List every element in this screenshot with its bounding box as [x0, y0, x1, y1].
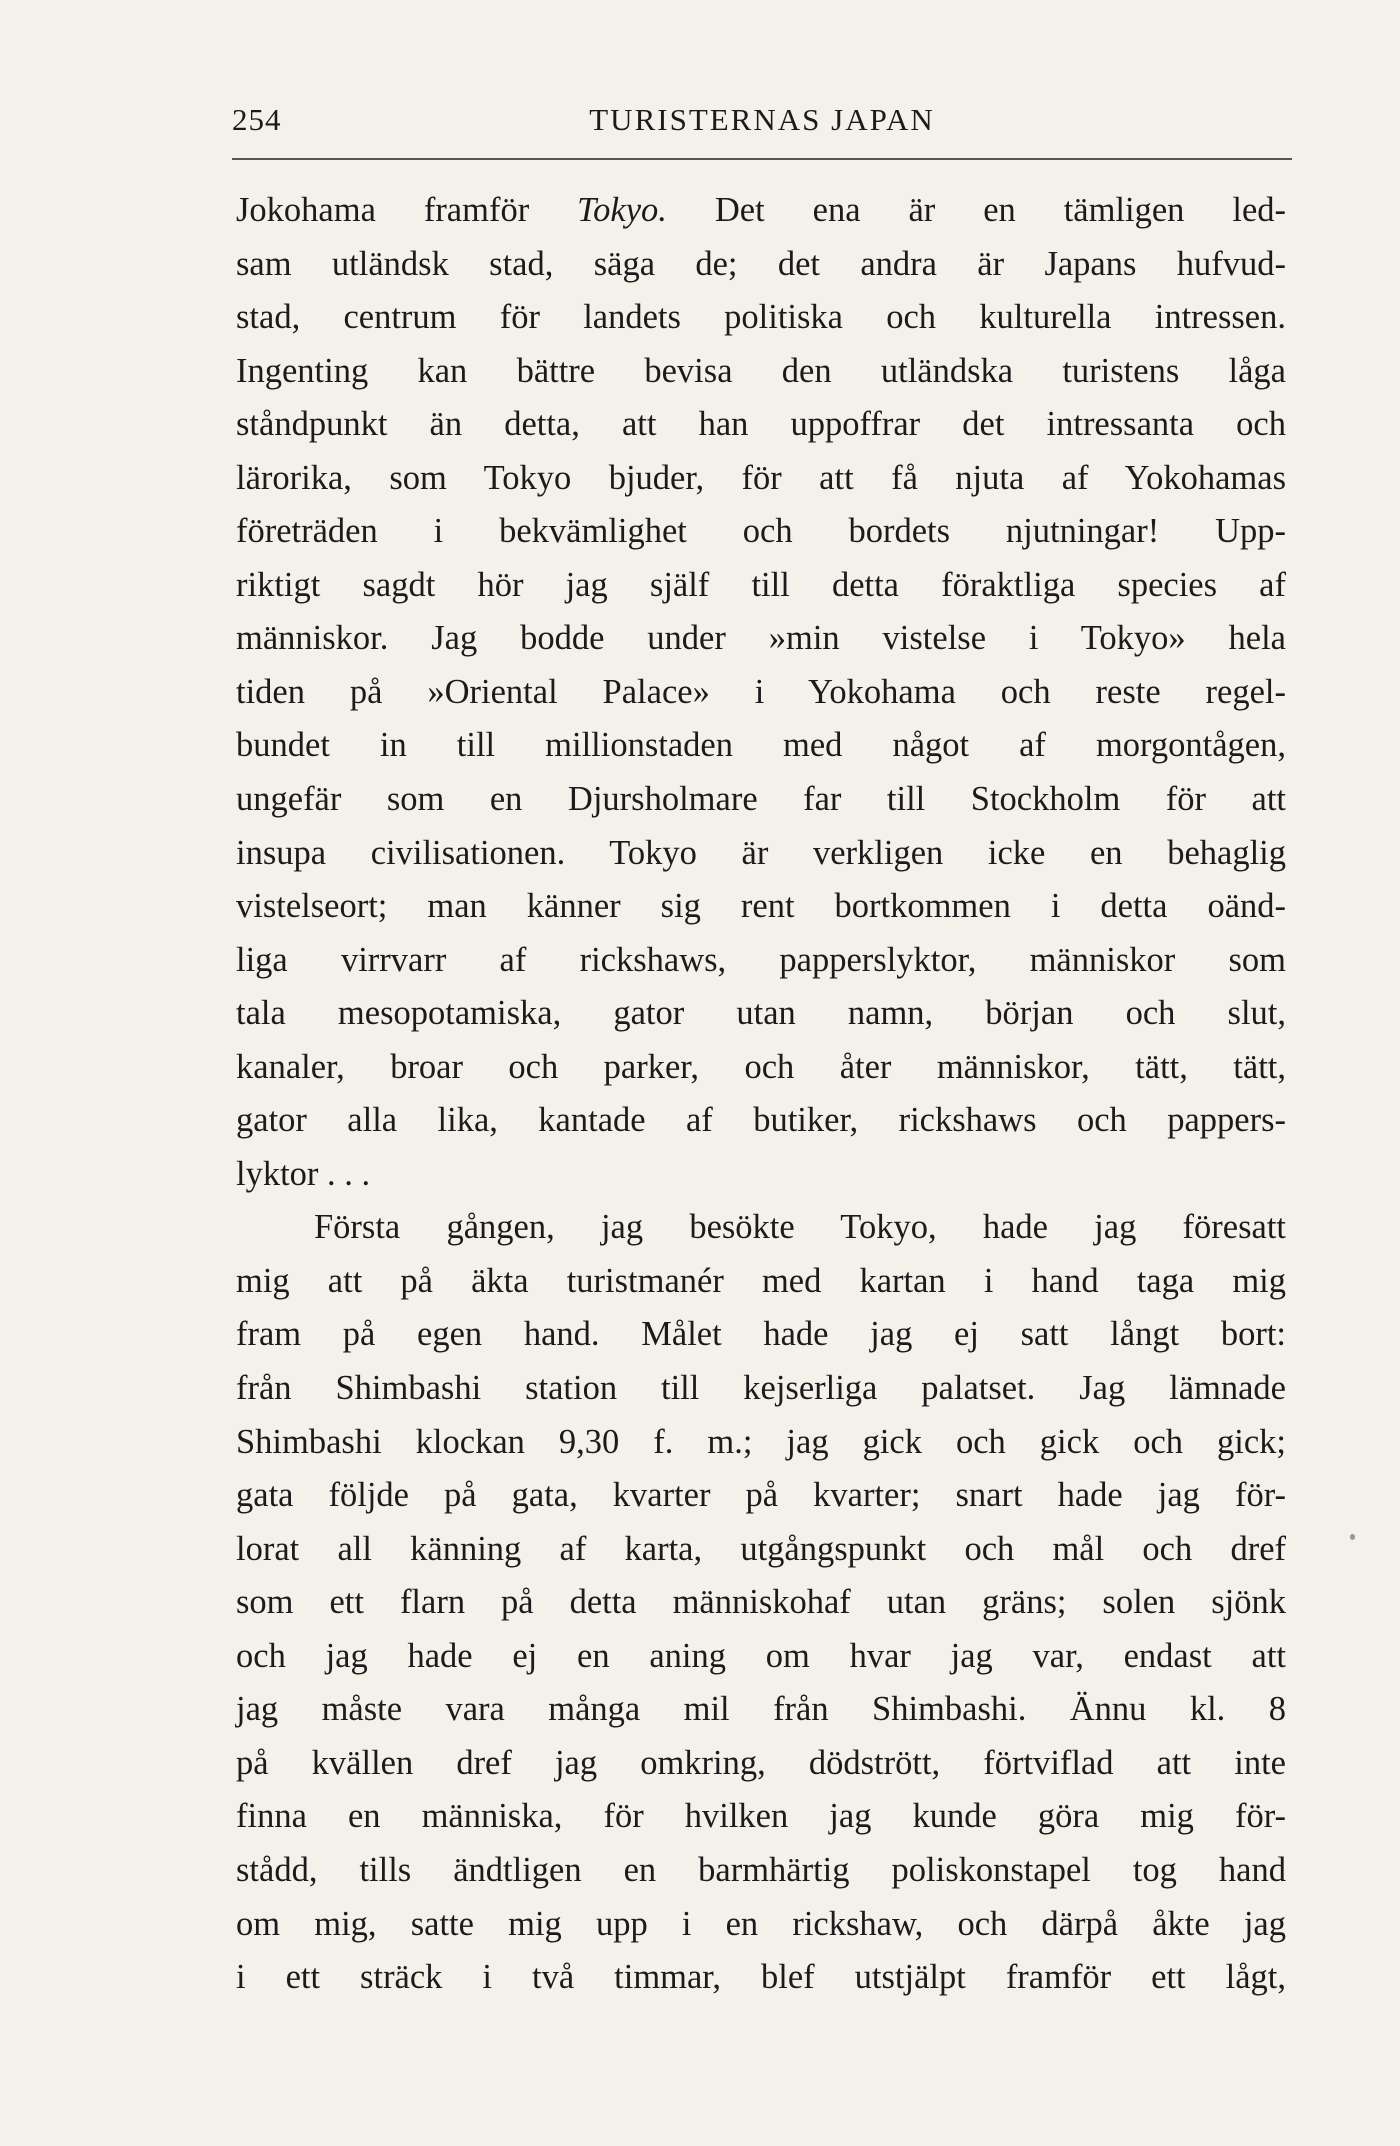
print-speck [1350, 1534, 1355, 1540]
text-line: kanaler, broar och parker, och åter människor, tätt, tätt, [236, 1047, 1286, 1086]
text-line: ungefär som en Djursholmare far till Stockholm för att [236, 780, 1286, 819]
text-line: från Shimbashi station till kejserliga palatset. Jag lämnade [236, 1369, 1286, 1408]
text-line: ståndpunkt än detta, att han uppoffrar det intressanta och [236, 405, 1286, 444]
text-line: insupa civilisationen. Tokyo är verkligen icke en behaglig [236, 833, 1286, 872]
italic-word: Tokyo. [577, 191, 667, 229]
text-line: sam utländsk stad, säga de; det andra är Japans hufvud- [236, 244, 1286, 283]
text-line: riktigt sagdt hör jag själf till detta föraktliga species af [236, 565, 1286, 604]
text-line: företräden i bekvämlighet och bordets njutningar! Upp- [236, 512, 1286, 551]
text-line: tiden på »Oriental Palace» i Yokohama och reste regel- [236, 672, 1286, 711]
text-line: finna en människa, för hvilken jag kunde göra mig för- [236, 1797, 1286, 1836]
text-line: tala mesopotamiska, gator utan namn, början och slut, [236, 994, 1286, 1033]
text-line: liga virrvarr af rickshaws, papperslyktor, människor som [236, 940, 1286, 979]
paragraph-first-line: Första gången, jag besökte Tokyo, hade jag föresatt [314, 1208, 1286, 1247]
text-line: bundet in till millionstaden med något af morgontågen, [236, 726, 1286, 765]
page-number: 254 [232, 102, 282, 137]
text-line: lärorika, som Tokyo bjuder, för att få njuta af Yokohamas [236, 458, 1286, 497]
text-line: stådd, tills ändtligen en barmhärtig poliskonstapel tog hand [236, 1850, 1286, 1889]
text-line: som ett flarn på detta människohaf utan gräns; solen sjönk [236, 1583, 1286, 1622]
running-title: TURISTERNAS JAPAN [589, 102, 935, 137]
text-line: stad, centrum för landets politiska och kulturella intressen. [236, 298, 1286, 337]
text-run: Jokohama framför [236, 191, 578, 229]
header-rule [232, 158, 1292, 160]
text-line: Ingenting kan bättre bevisa den utländska turistens låga [236, 351, 1286, 390]
text-line: på kvällen dref jag omkring, dödstrött, förtviflad att inte [236, 1743, 1286, 1782]
text-line: i ett sträck i två timmar, blef utstjälpt framför ett lågt, [236, 1958, 1286, 1997]
text-line: fram på egen hand. Målet hade jag ej satt långt bort: [236, 1315, 1286, 1354]
text-line: mig att på äkta turistmanér med kartan i hand taga mig [236, 1261, 1286, 1300]
text-line: vistelseort; man känner sig rent bortkommen i detta oänd- [236, 887, 1286, 926]
text-run: Det ena är en tämligen led- [666, 191, 1286, 229]
text-line: och jag hade ej en aning om hvar jag var, endast att [236, 1636, 1286, 1675]
text-line: människor. Jag bodde under »min vistelse i Tokyo» hela [236, 619, 1286, 658]
text-line: gata följde på gata, kvarter på kvarter; snart hade jag för- [236, 1476, 1286, 1515]
text-line: om mig, satte mig upp i en rickshaw, och därpå åkte jag [236, 1904, 1286, 1943]
text-line: gator alla lika, kantade af butiker, rickshaws och pappers- [236, 1101, 1286, 1140]
page-header [232, 102, 1292, 152]
text-line: Shimbashi klockan 9,30 f. m.; jag gick och gick och gick; [236, 1422, 1286, 1461]
text-line: lyktor . . . [236, 1154, 371, 1193]
text-line: lorat all känning af karta, utgångspunkt och mål och dref [236, 1529, 1286, 1568]
body-text [236, 184, 1286, 2005]
text-line: jag måste vara många mil från Shimbashi. Ännu kl. 8 [236, 1690, 1286, 1729]
text-line [236, 184, 1286, 238]
